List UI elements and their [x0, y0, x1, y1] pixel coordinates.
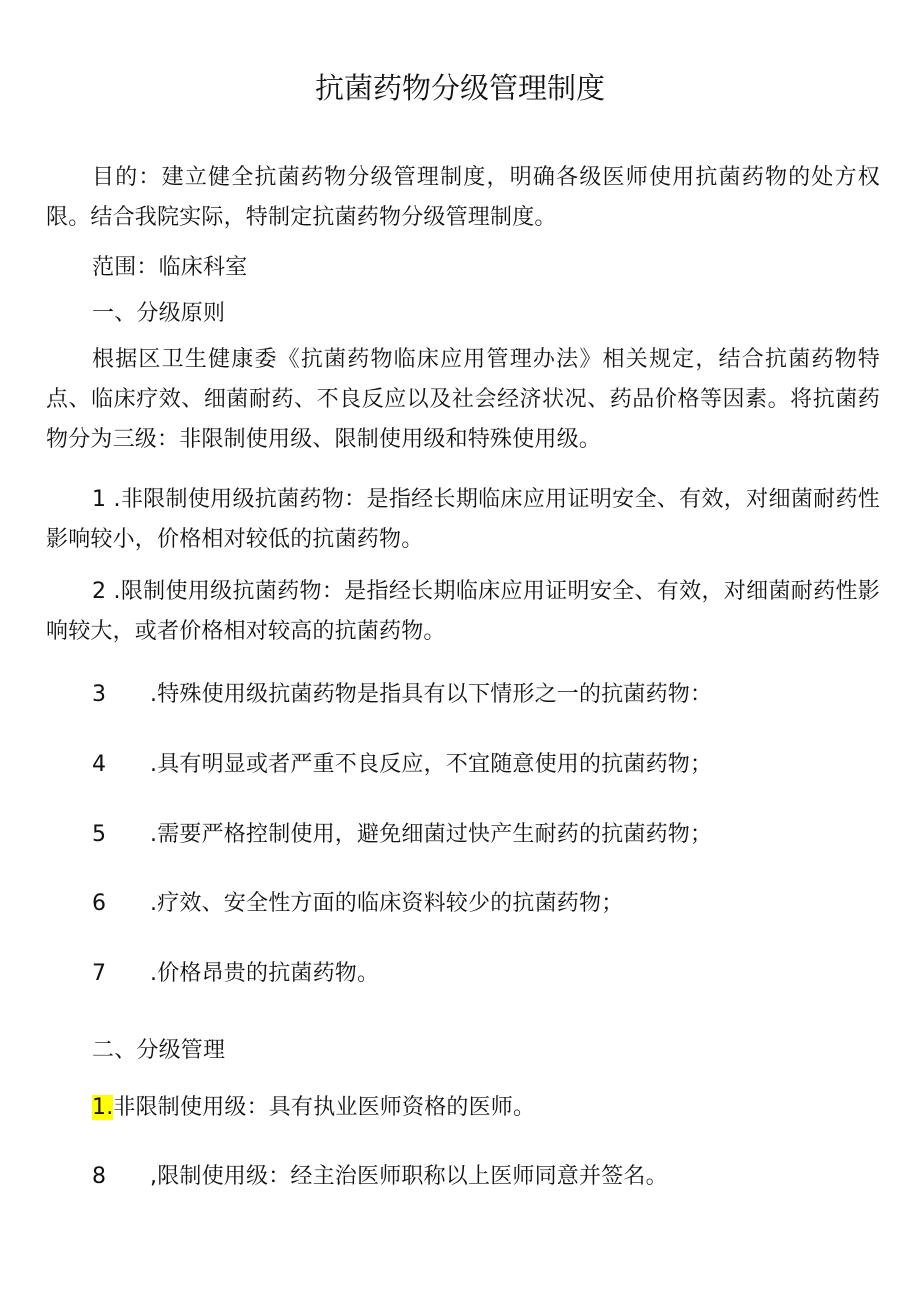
list-item-number: 4 [92, 752, 107, 777]
list-item-number: 6 [92, 891, 107, 916]
list-item-number: 3 [92, 682, 107, 707]
document-title: 抗菌药物分级管理制度 [314, 71, 605, 105]
scope-line: 范围：临床科室 [92, 255, 248, 280]
list-item-text: .疗效、安全性方面的临床资料较少的抗菌药物； [150, 891, 624, 916]
list-item-text: .价格昂贵的抗菌药物。 [150, 961, 380, 986]
list-item-number: 5 [92, 822, 107, 847]
list-item-text: .特殊使用级抗菌药物是指具有以下情形之一的抗菌药物： [150, 682, 713, 707]
list-item-text: .具有明显或者严重不良反应，不宜随意使用的抗菌药物； [150, 752, 713, 777]
list-item-3 [92, 675, 712, 715]
section1-paragraph: 根据区卫生健康委《抗菌药物临床应用管理办法》相关规定，结合抗菌药物特点、临床疗效、细菌耐药、不良反应以及社会经济状况、药品价格等因素。将抗菌药物分为三级：非限制使用级、限制使用级和特殊使用级。 [46, 347, 880, 452]
mgmt-item-1 [92, 1088, 535, 1128]
list-item-text: ,限制使用级：经主治医师职称以上医师同意并签名。 [150, 1164, 668, 1189]
purpose-paragraph: 目的：建立健全抗菌药物分级管理制度，明确各级医师使用抗菌药物的处方权限。结合我院实际，特制定抗菌药物分级管理制度。 [46, 165, 880, 230]
list-item-7 [92, 954, 379, 994]
section2-heading: 二、分级管理 [92, 1038, 226, 1063]
list-item-1: 1 .非限制使用级抗菌药物：是指经长期临床应用证明安全、有效，对细菌耐药性影响较小，价格相对较低的抗菌药物。 [46, 487, 880, 552]
section1-heading: 一、分级原则 [92, 301, 226, 326]
mgmt-item-2 [92, 1157, 668, 1197]
list-item-text: .需要严格控制使用，避免细菌过快产生耐药的抗菌药物； [150, 822, 713, 847]
list-item-4 [92, 745, 712, 785]
highlighted-number: 1. [92, 1095, 114, 1120]
list-item-5 [92, 815, 712, 855]
list-item-number: 8 [92, 1164, 107, 1189]
mgmt-item-1-text: 非限制使用级：具有执业医师资格的医师。 [113, 1095, 536, 1120]
list-item-number: 7 [92, 961, 107, 986]
list-item-6 [92, 884, 623, 924]
list-item-2: 2 .限制使用级抗菌药物：是指经长期临床应用证明安全、有效，对细菌耐药性影响较大，或者价格相对较高的抗菌药物。 [46, 579, 880, 644]
